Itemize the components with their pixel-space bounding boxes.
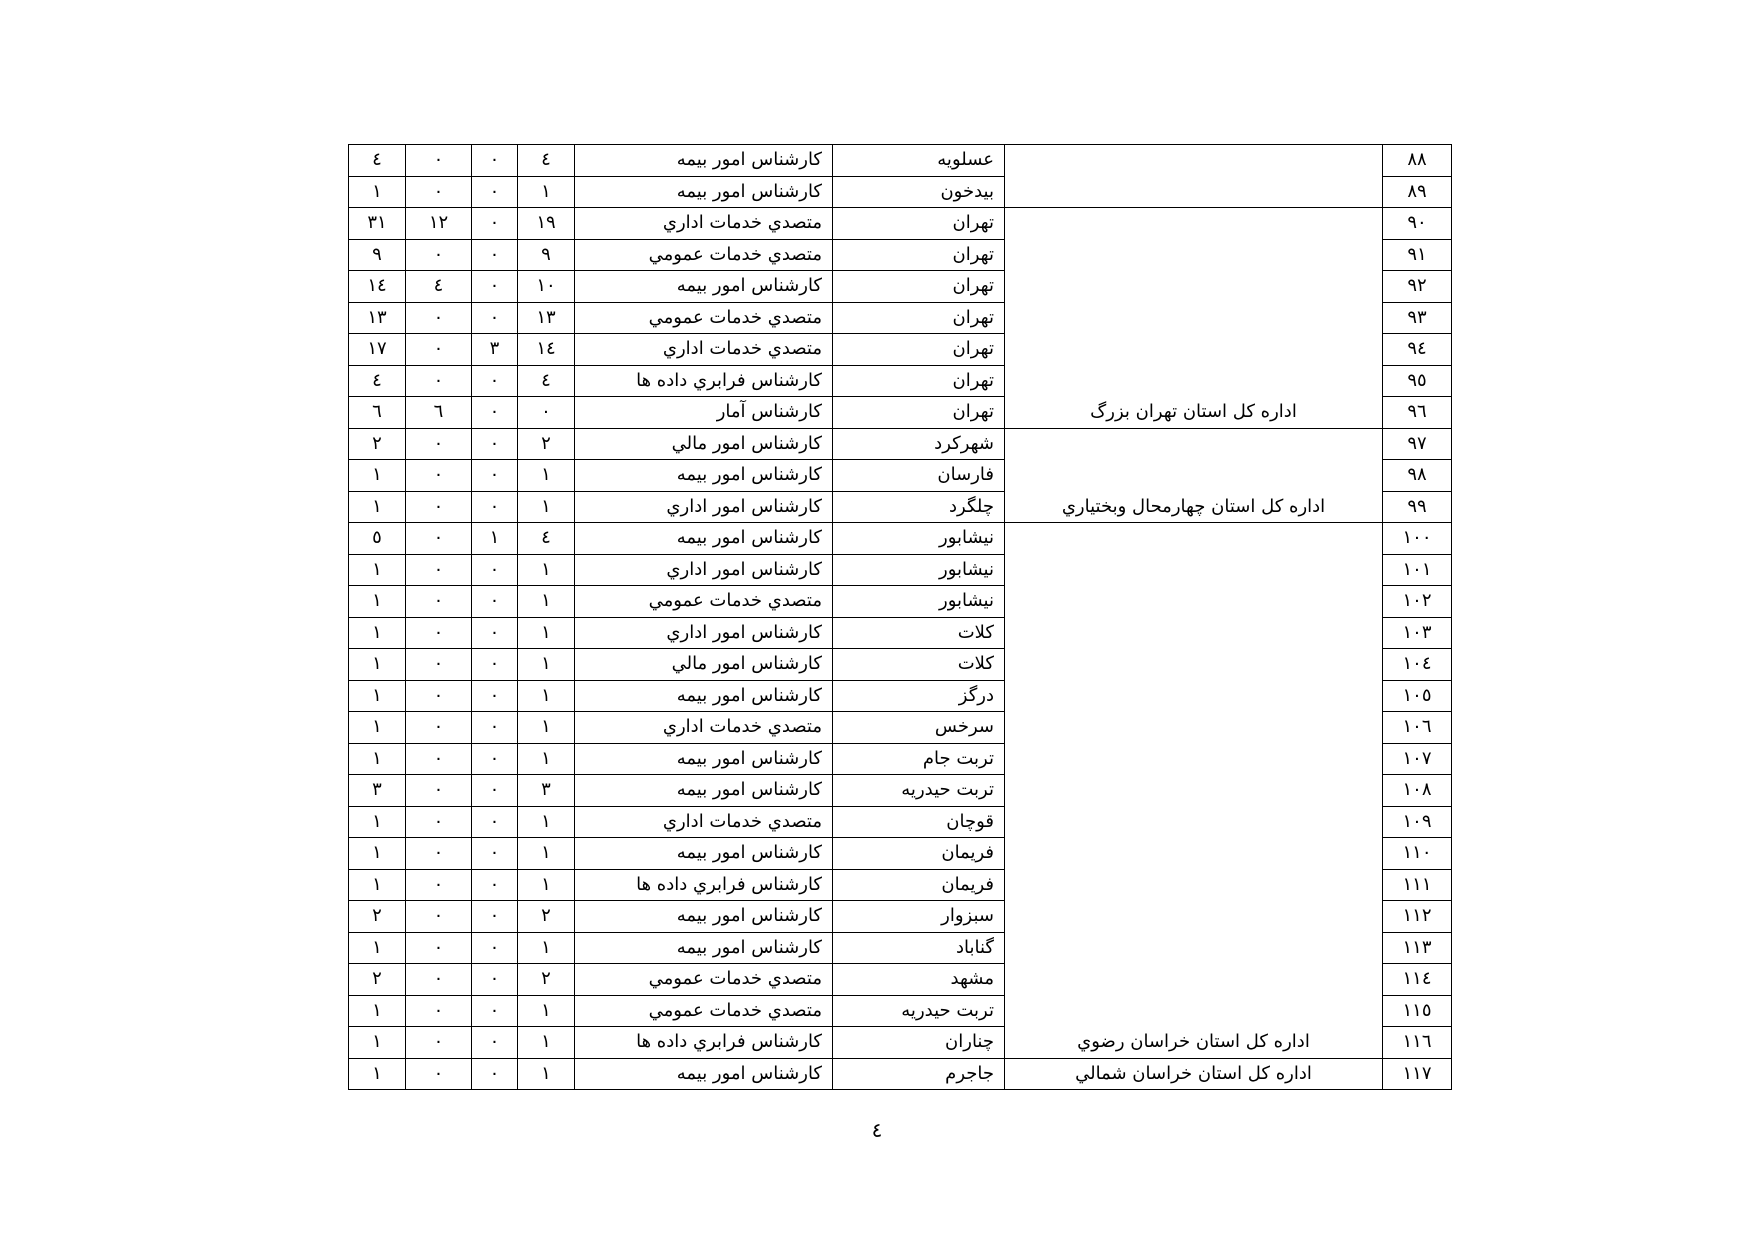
cell-row-number: ٩١	[1383, 239, 1452, 271]
cell-count-d: ١	[518, 554, 575, 586]
cell-count-d: ١	[518, 995, 575, 1027]
cell-count-d: ١٩	[518, 208, 575, 240]
cell-count-c: ٠	[472, 743, 518, 775]
cell-city: نيشابور	[833, 554, 1005, 586]
cell-count-d: ١	[518, 712, 575, 744]
cell-total: ١	[349, 995, 406, 1027]
cell-city: شهركرد	[833, 428, 1005, 460]
cell-count-b: ٠	[406, 964, 472, 996]
table-row	[349, 145, 1452, 177]
table-row	[349, 932, 1452, 964]
cell-organization	[1005, 365, 1383, 397]
cell-job-title: كارشناس امور بيمه	[575, 523, 833, 555]
cell-city: تهران	[833, 365, 1005, 397]
table-row	[349, 869, 1452, 901]
cell-city: تهران	[833, 208, 1005, 240]
cell-count-c: ٠	[472, 1027, 518, 1059]
table-row	[349, 460, 1452, 492]
cell-city: تربت جام	[833, 743, 1005, 775]
cell-count-d: ١	[518, 1058, 575, 1090]
table-row	[349, 334, 1452, 366]
cell-city: سبزوار	[833, 901, 1005, 933]
cell-count-b: ٠	[406, 460, 472, 492]
cell-city: فريمان	[833, 869, 1005, 901]
cell-count-d: ١	[518, 1027, 575, 1059]
cell-count-b: ٠	[406, 586, 472, 618]
cell-organization	[1005, 176, 1383, 208]
cell-city: تهران	[833, 397, 1005, 429]
cell-row-number: ١٠٣	[1383, 617, 1452, 649]
cell-job-title: كارشناس امور اداري	[575, 617, 833, 649]
cell-organization	[1005, 554, 1383, 586]
cell-total: ١	[349, 554, 406, 586]
cell-total: ٤	[349, 145, 406, 177]
cell-count-b: ٠	[406, 239, 472, 271]
cell-count-c: ٠	[472, 302, 518, 334]
cell-city: نيشابور	[833, 586, 1005, 618]
cell-city: سرخس	[833, 712, 1005, 744]
cell-organization	[1005, 145, 1383, 177]
cell-job-title: كارشناس فرابري داده ها	[575, 1027, 833, 1059]
cell-count-d: ١	[518, 491, 575, 523]
cell-row-number: ١١٣	[1383, 932, 1452, 964]
cell-count-b: ٠	[406, 775, 472, 807]
cell-city: عسلويه	[833, 145, 1005, 177]
cell-job-title: كارشناس امور بيمه	[575, 460, 833, 492]
cell-total: ١	[349, 586, 406, 618]
table-row	[349, 176, 1452, 208]
cell-count-b: ٠	[406, 365, 472, 397]
cell-count-c: ٠	[472, 775, 518, 807]
cell-count-c: ٠	[472, 838, 518, 870]
cell-total: ١	[349, 460, 406, 492]
cell-row-number: ١٠٠	[1383, 523, 1452, 555]
cell-count-c: ٠	[472, 995, 518, 1027]
cell-count-d: ٩	[518, 239, 575, 271]
cell-row-number: ١١٦	[1383, 1027, 1452, 1059]
cell-organization	[1005, 334, 1383, 366]
cell-job-title: كارشناس امور بيمه	[575, 176, 833, 208]
cell-count-d: ١	[518, 869, 575, 901]
cell-job-title: كارشناس فرابري داده ها	[575, 365, 833, 397]
cell-total: ٢	[349, 964, 406, 996]
cell-city: فريمان	[833, 838, 1005, 870]
cell-job-title: متصدي خدمات عمومي	[575, 586, 833, 618]
cell-job-title: كارشناس امور بيمه	[575, 775, 833, 807]
cell-city: تهران	[833, 239, 1005, 271]
cell-organization	[1005, 586, 1383, 618]
cell-count-c: ٠	[472, 145, 518, 177]
table-row	[349, 743, 1452, 775]
cell-count-c: ٠	[472, 365, 518, 397]
cell-city: فارسان	[833, 460, 1005, 492]
cell-total: ١	[349, 743, 406, 775]
cell-count-b: ٠	[406, 995, 472, 1027]
cell-organization	[1005, 838, 1383, 870]
cell-count-c: ٠	[472, 1058, 518, 1090]
cell-count-c: ٠	[472, 901, 518, 933]
cell-organization	[1005, 208, 1383, 240]
cell-count-c: ٣	[472, 334, 518, 366]
cell-job-title: متصدي خدمات اداري	[575, 334, 833, 366]
table-row	[349, 712, 1452, 744]
table-row	[349, 806, 1452, 838]
cell-count-c: ٠	[472, 491, 518, 523]
cell-job-title: كارشناس آمار	[575, 397, 833, 429]
table-row	[349, 680, 1452, 712]
cell-count-d: ١	[518, 838, 575, 870]
table-row	[349, 775, 1452, 807]
cell-row-number: ١٠٢	[1383, 586, 1452, 618]
cell-count-c: ١	[472, 523, 518, 555]
cell-count-b: ٠	[406, 806, 472, 838]
cell-count-b: ٠	[406, 932, 472, 964]
table-row	[349, 302, 1452, 334]
cell-city: جاجرم	[833, 1058, 1005, 1090]
cell-count-d: ١	[518, 743, 575, 775]
cell-count-c: ٠	[472, 649, 518, 681]
cell-total: ١٤	[349, 271, 406, 303]
cell-count-c: ٠	[472, 712, 518, 744]
cell-total: ١	[349, 491, 406, 523]
cell-total: ٤	[349, 365, 406, 397]
cell-total: ١	[349, 176, 406, 208]
cell-count-d: ٣	[518, 775, 575, 807]
cell-city: تهران	[833, 334, 1005, 366]
cell-organization	[1005, 523, 1383, 555]
cell-count-d: ١	[518, 460, 575, 492]
cell-count-b: ٠	[406, 491, 472, 523]
cell-city: تربت حيدريه	[833, 995, 1005, 1027]
cell-row-number: ١١٢	[1383, 901, 1452, 933]
cell-count-c: ٠	[472, 806, 518, 838]
cell-count-b: ٠	[406, 743, 472, 775]
cell-count-c: ٠	[472, 617, 518, 649]
cell-count-b: ٠	[406, 838, 472, 870]
cell-job-title: كارشناس امور بيمه	[575, 838, 833, 870]
cell-total: ٣١	[349, 208, 406, 240]
cell-count-c: ٠	[472, 869, 518, 901]
cell-total: ١	[349, 680, 406, 712]
cell-count-d: ١٤	[518, 334, 575, 366]
cell-row-number: ٩٥	[1383, 365, 1452, 397]
cell-organization	[1005, 995, 1383, 1027]
cell-row-number: ١٠٧	[1383, 743, 1452, 775]
cell-count-b: ٠	[406, 302, 472, 334]
cell-organization: اداره كل استان چهارمحال وبختياري	[1005, 491, 1383, 523]
cell-city: نيشابور	[833, 523, 1005, 555]
cell-job-title: متصدي خدمات اداري	[575, 806, 833, 838]
cell-count-b: ٦	[406, 397, 472, 429]
cell-count-d: ١	[518, 680, 575, 712]
table-row	[349, 208, 1452, 240]
table-row	[349, 617, 1452, 649]
cell-organization	[1005, 743, 1383, 775]
cell-organization	[1005, 806, 1383, 838]
cell-row-number: ١١٧	[1383, 1058, 1452, 1090]
page-number: ٤	[871, 1118, 883, 1142]
cell-count-c: ٠	[472, 208, 518, 240]
cell-job-title: كارشناس امور مالي	[575, 649, 833, 681]
cell-row-number: ٩٠	[1383, 208, 1452, 240]
table-row	[349, 491, 1452, 523]
cell-organization	[1005, 460, 1383, 492]
table-row	[349, 964, 1452, 996]
cell-count-b: ١٢	[406, 208, 472, 240]
cell-total: ١	[349, 1027, 406, 1059]
table-row	[349, 239, 1452, 271]
cell-organization	[1005, 617, 1383, 649]
cell-row-number: ١٠٨	[1383, 775, 1452, 807]
cell-organization	[1005, 271, 1383, 303]
cell-count-b: ٤	[406, 271, 472, 303]
cell-job-title: متصدي خدمات اداري	[575, 208, 833, 240]
table-row	[349, 428, 1452, 460]
cell-count-d: ٤	[518, 365, 575, 397]
cell-row-number: ١٠٩	[1383, 806, 1452, 838]
cell-count-d: ١	[518, 617, 575, 649]
cell-job-title: كارشناس امور مالي	[575, 428, 833, 460]
cell-city: گناباد	[833, 932, 1005, 964]
cell-count-d: ١	[518, 806, 575, 838]
cell-job-title: متصدي خدمات عمومي	[575, 302, 833, 334]
cell-count-d: ١	[518, 176, 575, 208]
cell-count-c: ٠	[472, 964, 518, 996]
cell-count-d: ١٠	[518, 271, 575, 303]
cell-job-title: متصدي خدمات عمومي	[575, 964, 833, 996]
cell-count-b: ٠	[406, 869, 472, 901]
cell-count-b: ٠	[406, 176, 472, 208]
cell-count-b: ٠	[406, 1027, 472, 1059]
cell-total: ١	[349, 617, 406, 649]
table-row	[349, 1058, 1452, 1090]
table-row	[349, 649, 1452, 681]
cell-city: تربت حيدريه	[833, 775, 1005, 807]
cell-total: ١	[349, 932, 406, 964]
cell-row-number: ٨٩	[1383, 176, 1452, 208]
cell-row-number: ٩٨	[1383, 460, 1452, 492]
table-row	[349, 554, 1452, 586]
cell-organization	[1005, 932, 1383, 964]
cell-count-c: ٠	[472, 586, 518, 618]
cell-count-d: ١	[518, 932, 575, 964]
cell-row-number: ١٠١	[1383, 554, 1452, 586]
cell-count-d: ٢	[518, 428, 575, 460]
cell-organization	[1005, 239, 1383, 271]
cell-row-number: ١١٤	[1383, 964, 1452, 996]
cell-count-d: ١٣	[518, 302, 575, 334]
cell-count-b: ٠	[406, 334, 472, 366]
cell-count-b: ٠	[406, 523, 472, 555]
cell-count-c: ٠	[472, 176, 518, 208]
cell-count-c: ٠	[472, 460, 518, 492]
cell-job-title: كارشناس امور بيمه	[575, 932, 833, 964]
cell-job-title: كارشناس فرابري داده ها	[575, 869, 833, 901]
cell-total: ١٧	[349, 334, 406, 366]
cell-job-title: كارشناس امور بيمه	[575, 1058, 833, 1090]
cell-job-title: كارشناس امور بيمه	[575, 743, 833, 775]
cell-row-number: ١٠٦	[1383, 712, 1452, 744]
cell-count-c: ٠	[472, 554, 518, 586]
table-row	[349, 1027, 1452, 1059]
cell-job-title: كارشناس امور بيمه	[575, 271, 833, 303]
cell-count-d: ١	[518, 649, 575, 681]
cell-city: چناران	[833, 1027, 1005, 1059]
cell-job-title: متصدي خدمات عمومي	[575, 239, 833, 271]
cell-count-d: ٤	[518, 523, 575, 555]
table-row	[349, 397, 1452, 429]
cell-row-number: ١١١	[1383, 869, 1452, 901]
cell-job-title: كارشناس امور بيمه	[575, 901, 833, 933]
cell-organization: اداره كل استان خراسان شمالي	[1005, 1058, 1383, 1090]
cell-total: ٦	[349, 397, 406, 429]
cell-organization	[1005, 775, 1383, 807]
cell-organization	[1005, 712, 1383, 744]
table-row	[349, 365, 1452, 397]
cell-row-number: ٨٨	[1383, 145, 1452, 177]
cell-job-title: كارشناس امور بيمه	[575, 680, 833, 712]
cell-organization	[1005, 964, 1383, 996]
cell-count-c: ٠	[472, 428, 518, 460]
cell-city: كلات	[833, 649, 1005, 681]
cell-count-c: ٠	[472, 932, 518, 964]
cell-row-number: ٩٦	[1383, 397, 1452, 429]
cell-count-b: ٠	[406, 712, 472, 744]
cell-total: ١٣	[349, 302, 406, 334]
cell-count-c: ٠	[472, 680, 518, 712]
cell-count-b: ٠	[406, 428, 472, 460]
cell-count-b: ٠	[406, 554, 472, 586]
cell-city: تهران	[833, 302, 1005, 334]
table-row	[349, 901, 1452, 933]
cell-row-number: ١٠٥	[1383, 680, 1452, 712]
cell-row-number: ٩٣	[1383, 302, 1452, 334]
cell-row-number: ١١٥	[1383, 995, 1452, 1027]
cell-total: ١	[349, 712, 406, 744]
cell-count-b: ٠	[406, 1058, 472, 1090]
cell-city: بيدخون	[833, 176, 1005, 208]
cell-organization	[1005, 302, 1383, 334]
cell-total: ١	[349, 869, 406, 901]
cell-total: ١	[349, 1058, 406, 1090]
cell-count-b: ٠	[406, 680, 472, 712]
cell-city: قوچان	[833, 806, 1005, 838]
cell-city: چلگرد	[833, 491, 1005, 523]
cell-row-number: ١١٠	[1383, 838, 1452, 870]
cell-row-number: ٩٢	[1383, 271, 1452, 303]
cell-count-c: ٠	[472, 397, 518, 429]
cell-job-title: كارشناس امور اداري	[575, 491, 833, 523]
cell-job-title: كارشناس امور اداري	[575, 554, 833, 586]
cell-count-d: ٢	[518, 964, 575, 996]
cell-total: ١	[349, 649, 406, 681]
table-row	[349, 523, 1452, 555]
cell-job-title: متصدي خدمات اداري	[575, 712, 833, 744]
cell-city: درگز	[833, 680, 1005, 712]
cell-count-d: ٢	[518, 901, 575, 933]
cell-organization	[1005, 428, 1383, 460]
cell-total: ٣	[349, 775, 406, 807]
table-body	[349, 145, 1452, 1090]
table-row	[349, 838, 1452, 870]
cell-job-title: كارشناس امور بيمه	[575, 145, 833, 177]
cell-total: ٢	[349, 901, 406, 933]
cell-row-number: ٩٧	[1383, 428, 1452, 460]
cell-city: مشهد	[833, 964, 1005, 996]
table-row	[349, 271, 1452, 303]
cell-count-b: ٠	[406, 901, 472, 933]
cell-total: ٥	[349, 523, 406, 555]
cell-count-d: ١	[518, 586, 575, 618]
cell-row-number: ١٠٤	[1383, 649, 1452, 681]
cell-total: ١	[349, 838, 406, 870]
cell-organization: اداره كل استان خراسان رضوي	[1005, 1027, 1383, 1059]
table-row	[349, 995, 1452, 1027]
cell-organization	[1005, 680, 1383, 712]
cell-organization	[1005, 869, 1383, 901]
positions-table	[348, 144, 1452, 1090]
cell-count-c: ٠	[472, 239, 518, 271]
cell-city: كلات	[833, 617, 1005, 649]
cell-row-number: ٩٤	[1383, 334, 1452, 366]
cell-total: ١	[349, 806, 406, 838]
cell-count-d: ٠	[518, 397, 575, 429]
cell-count-b: ٠	[406, 145, 472, 177]
cell-count-b: ٠	[406, 649, 472, 681]
cell-count-c: ٠	[472, 271, 518, 303]
cell-city: تهران	[833, 271, 1005, 303]
cell-row-number: ٩٩	[1383, 491, 1452, 523]
cell-total: ٢	[349, 428, 406, 460]
table-row	[349, 586, 1452, 618]
cell-job-title: متصدي خدمات عمومي	[575, 995, 833, 1027]
cell-total: ٩	[349, 239, 406, 271]
cell-count-d: ٤	[518, 145, 575, 177]
cell-count-b: ٠	[406, 617, 472, 649]
cell-organization	[1005, 649, 1383, 681]
cell-organization: اداره كل استان تهران بزرگ	[1005, 397, 1383, 429]
cell-organization	[1005, 901, 1383, 933]
